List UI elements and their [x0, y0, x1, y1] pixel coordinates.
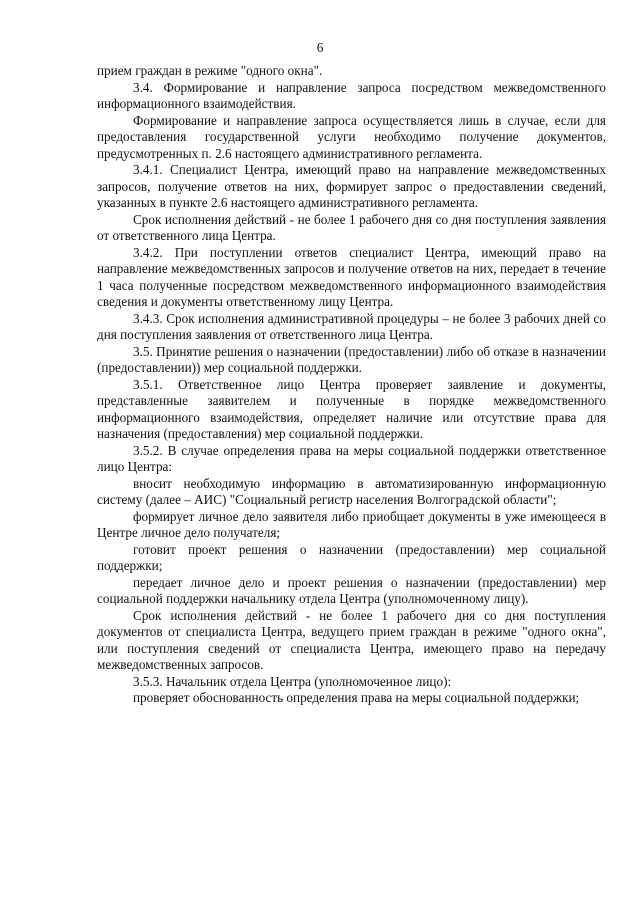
paragraph: Срок исполнения действий - не более 1 рабочего дня со дня поступления заявления от ответственного лица Центра.	[97, 211, 606, 243]
paragraph: 3.5.1. Ответственное лицо Центра проверяет заявление и документы, представленные заявителем и полученные в порядке межведомственного информационного взаимодействия, определяет наличие или отсутствие права для назначения (предоставления) мер социальной поддержки.	[97, 376, 606, 441]
paragraph: 3.5.3. Начальник отдела Центра (уполномоченное лицо):	[133, 673, 452, 689]
paragraph: 3.4.2. При поступлении ответов специалист Центра, имеющий право на направление межведомственных запросов и получение ответов на них, передает в течение 1 часа полученные посредством межведомственного информационного взаимодействия сведения и документы ответственному лицу Центра.	[97, 244, 606, 309]
paragraph: 3.4.3. Срок исполнения административной процедуры – не более 3 рабочих дней со дня поступления заявления от ответственного лица Центра.	[97, 310, 606, 342]
paragraph: 3.4.1. Специалист Центра, имеющий право на направление межведомственных запросов, получение ответов на них, формирует запрос о предоставлении сведений, указанных в пункте 2.6 настоящего административного регламента.	[97, 162, 606, 210]
paragraph: формирует личное дело заявителя либо приобщает документы в уже имеющееся в Центре личное дело получателя;	[97, 508, 606, 540]
paragraph: Срок исполнения действий - не более 1 рабочего дня со дня поступления документов от специалиста Центра, ведущего прием граждан в режиме "одного окна", или поступления сведений от специалиста Центра, имеющего право на передачу межведомственных запросов.	[97, 607, 606, 672]
paragraph: передает личное дело и проект решения о назначении (предоставлении) мер социальной поддержки начальнику отдела Центра (уполномоченному лицу).	[97, 574, 606, 606]
paragraph: вносит необходимую информацию в автоматизированную информационную систему (далее – АИС) "Социальный регистр населения Волгоградской области";	[97, 475, 606, 507]
document-body	[97, 63, 606, 707]
paragraph: прием граждан в режиме "одного окна".	[97, 63, 323, 78]
paragraph: 3.5. Принятие решения о назначении (предоставлении) либо об отказе в назначении (предоставлении)) мер социальной поддержки.	[97, 343, 606, 375]
paragraph: 3.5.2. В случае определения права на меры социальной поддержки ответственное лицо Центра:	[97, 442, 606, 474]
paragraph: проверяет обоснованность определения права на меры социальной поддержки;	[133, 690, 580, 705]
page-number: 6	[316, 40, 324, 55]
paragraph: готовит проект решения о назначении (предоставлении) мер социальной поддержки;	[97, 541, 606, 573]
paragraph: Формирование и направление запроса осуществляется лишь в случае, если для предоставления государственной услуги необходимо получение документов, предусмотренных п. 2.6 настоящего административного регламента.	[97, 112, 606, 161]
paragraph: 3.4. Формирование и направление запроса посредством межведомственного информационного взаимодействия.	[97, 79, 606, 111]
